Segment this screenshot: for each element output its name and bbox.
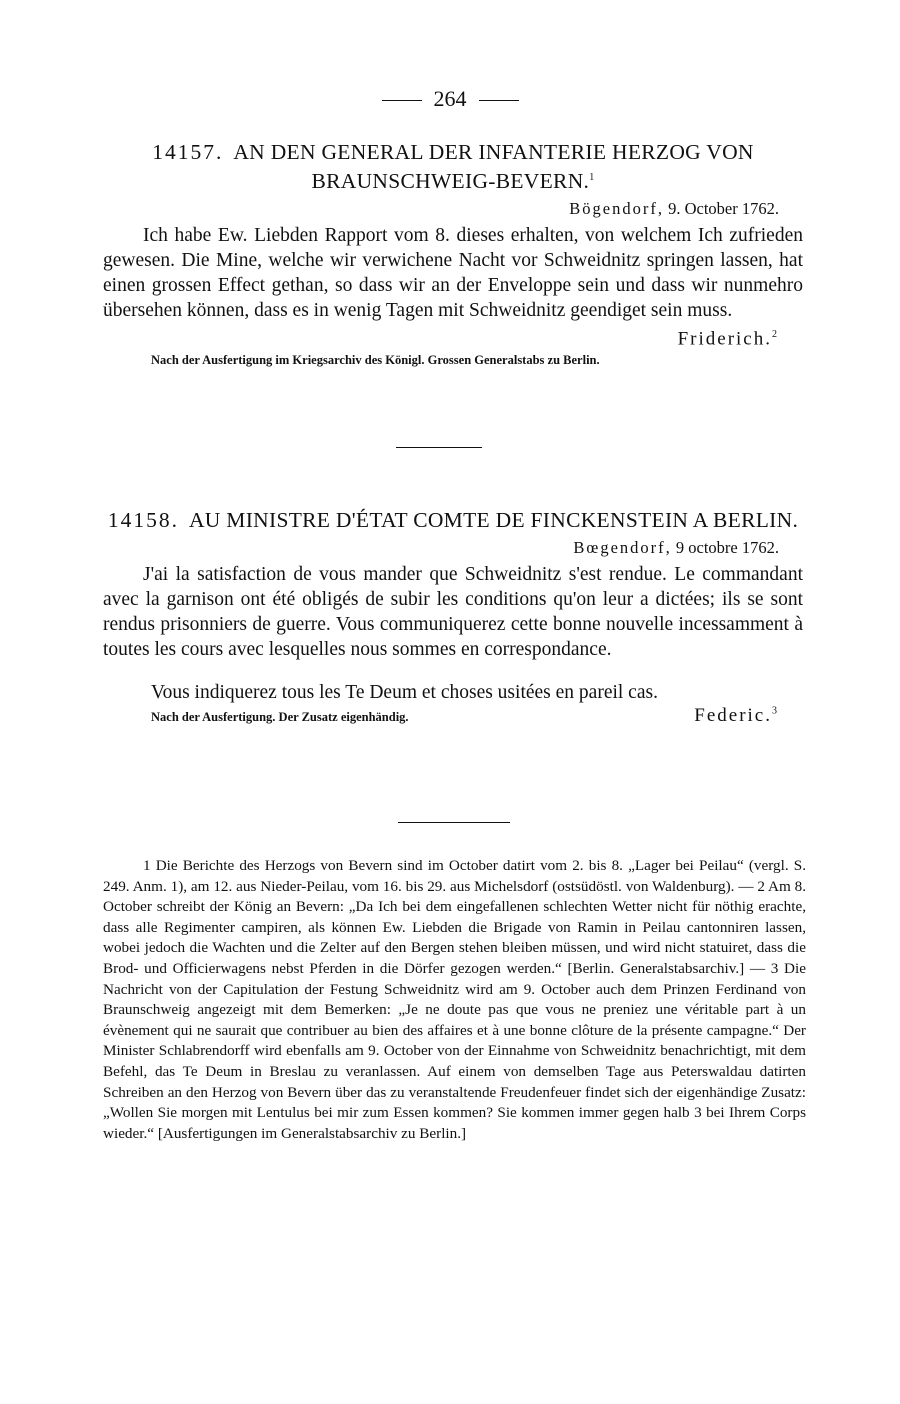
place: Bœgendorf, [573, 538, 672, 557]
footnotes: 1 Die Berichte des Herzogs von Bevern sind im October datirt vom 2. bis 8. „Lager bei Peilau“ (vergl. S. 249. Anm. 1), am 12. aus Nieder-Peilau, vom 16. bis 29. aus Michelsdorf (ostsüdöstl. von Waldenburg). — 2 Am 8. October schreibt der König an Bevern: „Da Ich bei dem eingefallenen schlechten Wetter nicht für nöthig erachte, dass alle Regimenter campiren, als können Ew. Liebden die Brigade von Ramin in Peilau cantonniren lassen, wobei jedoch die Wachten und die Zelter auf den Bergen stehen bleiben müssen, und wird nicht statuiret, dass die Brod- und Officierwagens nebst Pferden in die Dörfer gezogen werden.“ [Berlin. Generalstabsarchiv.] — 3 Die Nachricht von der Capitulation der Festung Schweidnitz wird am 9. October auch dem Prinzen Ferdinand von Braunschweig angezeigt mit dem Bemerken: „Je ne doute pas que vous ne preniez une véritable part à un évènement qui ne saurait que contribuer au bien des affaires et à une bonne clôture de la présente campagne.“ Der Minister Schlabrendorff wird ebenfalls am 9. October von der Einnahme von Schweidnitz benachrichtigt, mit dem Befehl, das Te Deum in Breslau zu veranlassen. Auf einem von demselben Tage aus Peterswaldau datirten Schreiben an den Herzog von Bevern über das zu veranstaltende Freudenfeuer findet sich der eigenhändige Zusatz: „Wollen Sie morgen mit Lentulus bei mir zum Essen kommen? Sie kommen immer gegen halb 3 bei Ihrem Corps wieder.“ [Ausfertigungen im Generalstabsarchiv zu Berlin.] [103, 857, 806, 1142]
footnote-ref: 1 [589, 172, 595, 183]
letter-14158 [103, 508, 803, 727]
date: 9 octobre 1762. [675, 538, 779, 557]
source-note: Nach der Ausfertigung im Kriegsarchiv des Königl. Grossen Generalstabs zu Berlin. [151, 353, 600, 368]
letter-14157 [103, 140, 803, 369]
source-note: Nach der Ausfertigung. Der Zusatz eigenhändig. [151, 710, 409, 724]
place-date [103, 538, 803, 558]
letter-body: Ich habe Ew. Liebden Rapport vom 8. dieses erhalten, von welchem Ich zufrieden gewesen. Die Mine, welche wir verwichene Nacht vor Schweidnitz springen lassen, hat einen grossen Effect gethan, so dass wir an der Enveloppe sein und dass wir nunmehro übersehen können, dass es in wenig Tagen mit Schweidnitz geendiget sein muss. [103, 225, 803, 322]
place-date [103, 199, 803, 219]
letter-body: J'ai la satisfaction de vous mander que Schweidnitz s'est rendue. Le commandant avec la garnison ont été obligés de subir les conditions qu'on leur a dictées; ils se sont rendus prisonniers de guerre. Vous communiquerez cette bonne nouvelle incessamment à toutes les cours avec lesquelles nous sommes en correspondance. [103, 564, 803, 660]
signature-footnote-ref: 3 [772, 705, 779, 717]
page-number-dash-left [382, 100, 422, 101]
letter-number: 14157. [152, 140, 224, 164]
letter-title: AN DEN GENERAL DER INFANTERIE HERZOG VON BRAUNSCHWEIG-BEVERN. [233, 140, 754, 194]
page-number-dash-right [479, 100, 519, 101]
place: Bögendorf, [569, 199, 664, 219]
letter-heading [103, 140, 803, 194]
letter-heading [103, 508, 803, 533]
footnote-divider [398, 822, 510, 823]
signature: Friderich.$^2$ [677, 328, 779, 350]
source-signature-row [103, 705, 803, 727]
letter-number: 14158. [107, 508, 179, 532]
postscript: Vous indiquerez tous les Te Deum et choses usitées en pareil cas. [151, 682, 658, 703]
signature: Federic.$^3$ [694, 705, 779, 726]
page-number: 264 [0, 86, 900, 112]
signature-footnote-ref: 2 [772, 329, 779, 341]
letter-title: AU MINISTRE D'ÉTAT COMTE DE FINCKENSTEIN A BERLIN. [188, 508, 799, 532]
section-divider [396, 447, 482, 448]
date: 9. October 1762. [668, 199, 779, 219]
